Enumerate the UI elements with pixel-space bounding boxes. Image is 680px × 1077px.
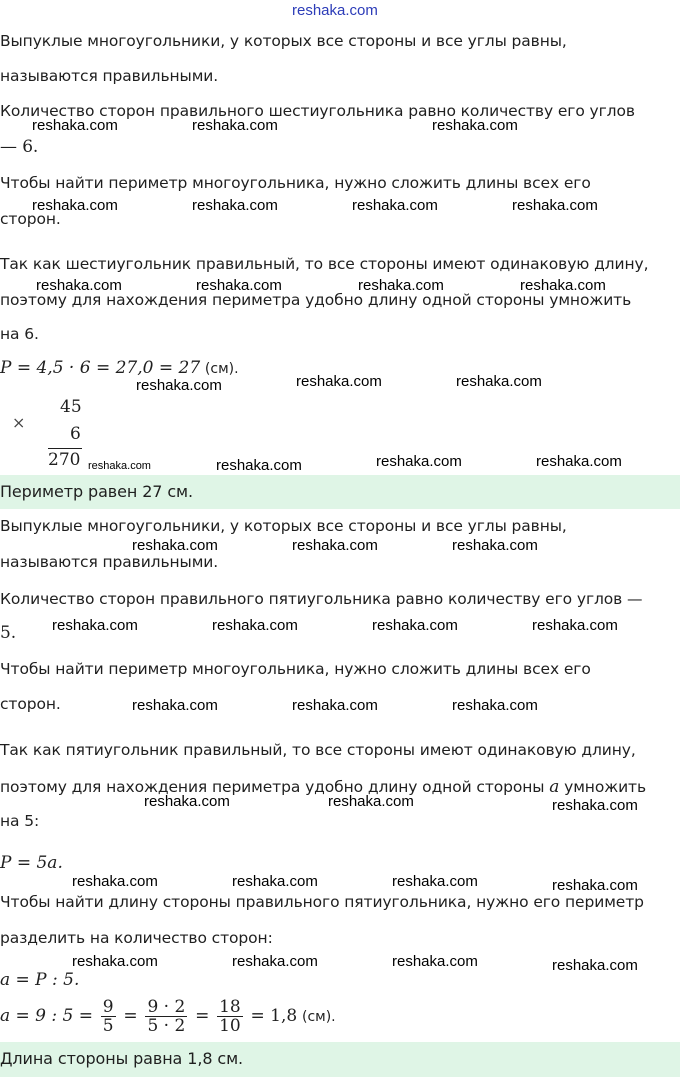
watermark: reshaka.com bbox=[292, 537, 378, 554]
watermark: reshaka.com bbox=[536, 453, 622, 470]
s1-paragraph-3-line-2: сторон. bbox=[0, 210, 61, 228]
s2-p4-text-end: умножить bbox=[564, 778, 647, 796]
s2-p4-var: a bbox=[549, 777, 560, 797]
fraction-3 bbox=[217, 998, 243, 1035]
s2-answer: Длина стороны равна 1,8 см. bbox=[0, 1049, 244, 1068]
watermark: reshaka.com bbox=[452, 537, 538, 554]
mult-top-operand: 45 bbox=[60, 397, 82, 417]
s1-paragraph-4-line-3: на 6. bbox=[0, 325, 39, 343]
watermark: reshaka.com bbox=[132, 697, 218, 714]
watermark: reshaka.com bbox=[328, 793, 414, 810]
watermark: reshaka.com bbox=[392, 953, 478, 970]
s2-formula-1: P = 5a. bbox=[0, 853, 63, 873]
fraction-3-numerator: 18 bbox=[219, 997, 241, 1017]
watermark: reshaka.com bbox=[552, 957, 638, 974]
multiply-sign: × bbox=[12, 413, 26, 432]
fraction-1-numerator: 9 bbox=[102, 997, 114, 1017]
s2-paragraph-3-line-2: сторон. bbox=[0, 695, 61, 713]
watermark: reshaka.com bbox=[376, 453, 462, 470]
watermark: reshaka.com bbox=[36, 277, 122, 294]
watermark: reshaka.com bbox=[144, 793, 230, 810]
watermark: reshaka.com bbox=[72, 953, 158, 970]
s2-paragraph-1-line-1: Выпуклые многоугольники, у которых все стороны и все углы равны, bbox=[0, 517, 567, 535]
watermark: reshaka.com bbox=[292, 697, 378, 714]
s1-formula bbox=[0, 358, 239, 378]
s2-paragraph-2-line-1: Количество сторон правильного пятиугольника равно количеству его углов — bbox=[0, 590, 643, 608]
watermark: reshaka.com bbox=[452, 697, 538, 714]
s2-formula-3-end: = 1,8 bbox=[250, 1006, 298, 1026]
watermark: reshaka.com bbox=[32, 117, 118, 134]
watermark: reshaka.com bbox=[212, 617, 298, 634]
s1-paragraph-3-line-1: Чтобы найти периметр многоугольника, нужно сложить длины всех его bbox=[0, 174, 591, 192]
s2-paragraph-5-line-2: разделить на количество сторон: bbox=[0, 929, 273, 947]
watermark: reshaka.com bbox=[192, 117, 278, 134]
s2-paragraph-4-line-3: на 5: bbox=[0, 812, 40, 830]
s2-paragraph-4-line-1: Так как пятиугольник правильный, то все стороны имеют одинаковую длину, bbox=[0, 741, 636, 759]
site-link[interactable]: reshaka.com bbox=[292, 2, 378, 19]
watermark: reshaka.com bbox=[512, 197, 598, 214]
s1-paragraph-4-line-2: поэтому для нахождения периметра удобно длину одной стороны умножить bbox=[0, 291, 632, 309]
watermark: reshaka.com bbox=[232, 873, 318, 890]
s2-paragraph-1-line-2: называются правильными. bbox=[0, 553, 219, 571]
mult-result: 270 bbox=[48, 450, 81, 470]
s2-formula-3-unit: (см). bbox=[301, 1009, 336, 1025]
s1-paragraph-2-line-2: — 6. bbox=[0, 137, 39, 157]
watermark: reshaka.com bbox=[192, 197, 278, 214]
s2-paragraph-5-line-1: Чтобы найти длину стороны правильного пятиугольника, нужно его периметр bbox=[0, 893, 644, 911]
s2-paragraph-4-line-2 bbox=[0, 777, 646, 797]
watermark: reshaka.com bbox=[358, 277, 444, 294]
watermark: reshaka.com bbox=[132, 537, 218, 554]
s2-paragraph-2-line-2: 5. bbox=[0, 623, 17, 643]
watermark: reshaka.com bbox=[552, 797, 638, 814]
watermark: reshaka.com bbox=[232, 953, 318, 970]
watermark: reshaka.com bbox=[552, 877, 638, 894]
s2-paragraph-3-line-1: Чтобы найти периметр многоугольника, нужно сложить длины всех его bbox=[0, 660, 591, 678]
watermark: reshaka.com bbox=[520, 277, 606, 294]
watermark: reshaka.com bbox=[196, 277, 282, 294]
fraction-2-denominator: 5 · 2 bbox=[147, 1016, 186, 1036]
watermark: reshaka.com bbox=[32, 197, 118, 214]
s1-paragraph-2-line-1: Количество сторон правильного шестиугольника равно количеству его углов bbox=[0, 102, 635, 120]
watermark: reshaka.com bbox=[216, 457, 302, 474]
mult-bottom-operand: 6 bbox=[70, 424, 81, 444]
watermark: reshaka.com bbox=[532, 617, 618, 634]
s2-p4-text-start: поэтому для нахождения периметра удобно длину одной стороны bbox=[0, 778, 545, 796]
s2-formula-3-start: a = 9 : 5 = bbox=[0, 1006, 94, 1026]
watermark: reshaka.com bbox=[52, 617, 138, 634]
mult-line bbox=[48, 448, 82, 449]
s1-formula-unit: (см). bbox=[204, 361, 239, 377]
watermark: reshaka.com bbox=[88, 460, 151, 472]
watermark: reshaka.com bbox=[432, 117, 518, 134]
fraction-2 bbox=[145, 998, 187, 1035]
s2-formula-2: a = P : 5. bbox=[0, 970, 80, 990]
s2-formula-3: a = 9 : 5 = $\frac{9}{5}$ = $\frac{9 \cdot 2}{5 \cdot 2}$ = $\frac{18}{10}$ = 1,8 (см). bbox=[0, 997, 336, 1036]
fraction-1 bbox=[101, 998, 116, 1035]
s1-formula-expression: P = 4,5 · 6 = 27,0 = 27 bbox=[0, 358, 201, 378]
watermark: reshaka.com bbox=[352, 197, 438, 214]
fraction-2-numerator: 9 · 2 bbox=[147, 997, 186, 1017]
s1-paragraph-4-line-1: Так как шестиугольник правильный, то все стороны имеют одинаковую длину, bbox=[0, 255, 649, 273]
s1-paragraph-1-line-1: Выпуклые многоугольники, у которых все стороны и все углы равны, bbox=[0, 32, 567, 50]
s1-answer: Периметр равен 27 см. bbox=[0, 482, 193, 501]
fraction-1-denominator: 5 bbox=[102, 1016, 114, 1036]
watermark: reshaka.com bbox=[296, 373, 382, 390]
fraction-3-denominator: 10 bbox=[219, 1016, 241, 1036]
watermark: reshaka.com bbox=[136, 377, 222, 394]
watermark: reshaka.com bbox=[372, 617, 458, 634]
watermark: reshaka.com bbox=[456, 373, 542, 390]
watermark: reshaka.com bbox=[72, 873, 158, 890]
watermark: reshaka.com bbox=[392, 873, 478, 890]
s1-paragraph-1-line-2: называются правильными. bbox=[0, 67, 219, 85]
